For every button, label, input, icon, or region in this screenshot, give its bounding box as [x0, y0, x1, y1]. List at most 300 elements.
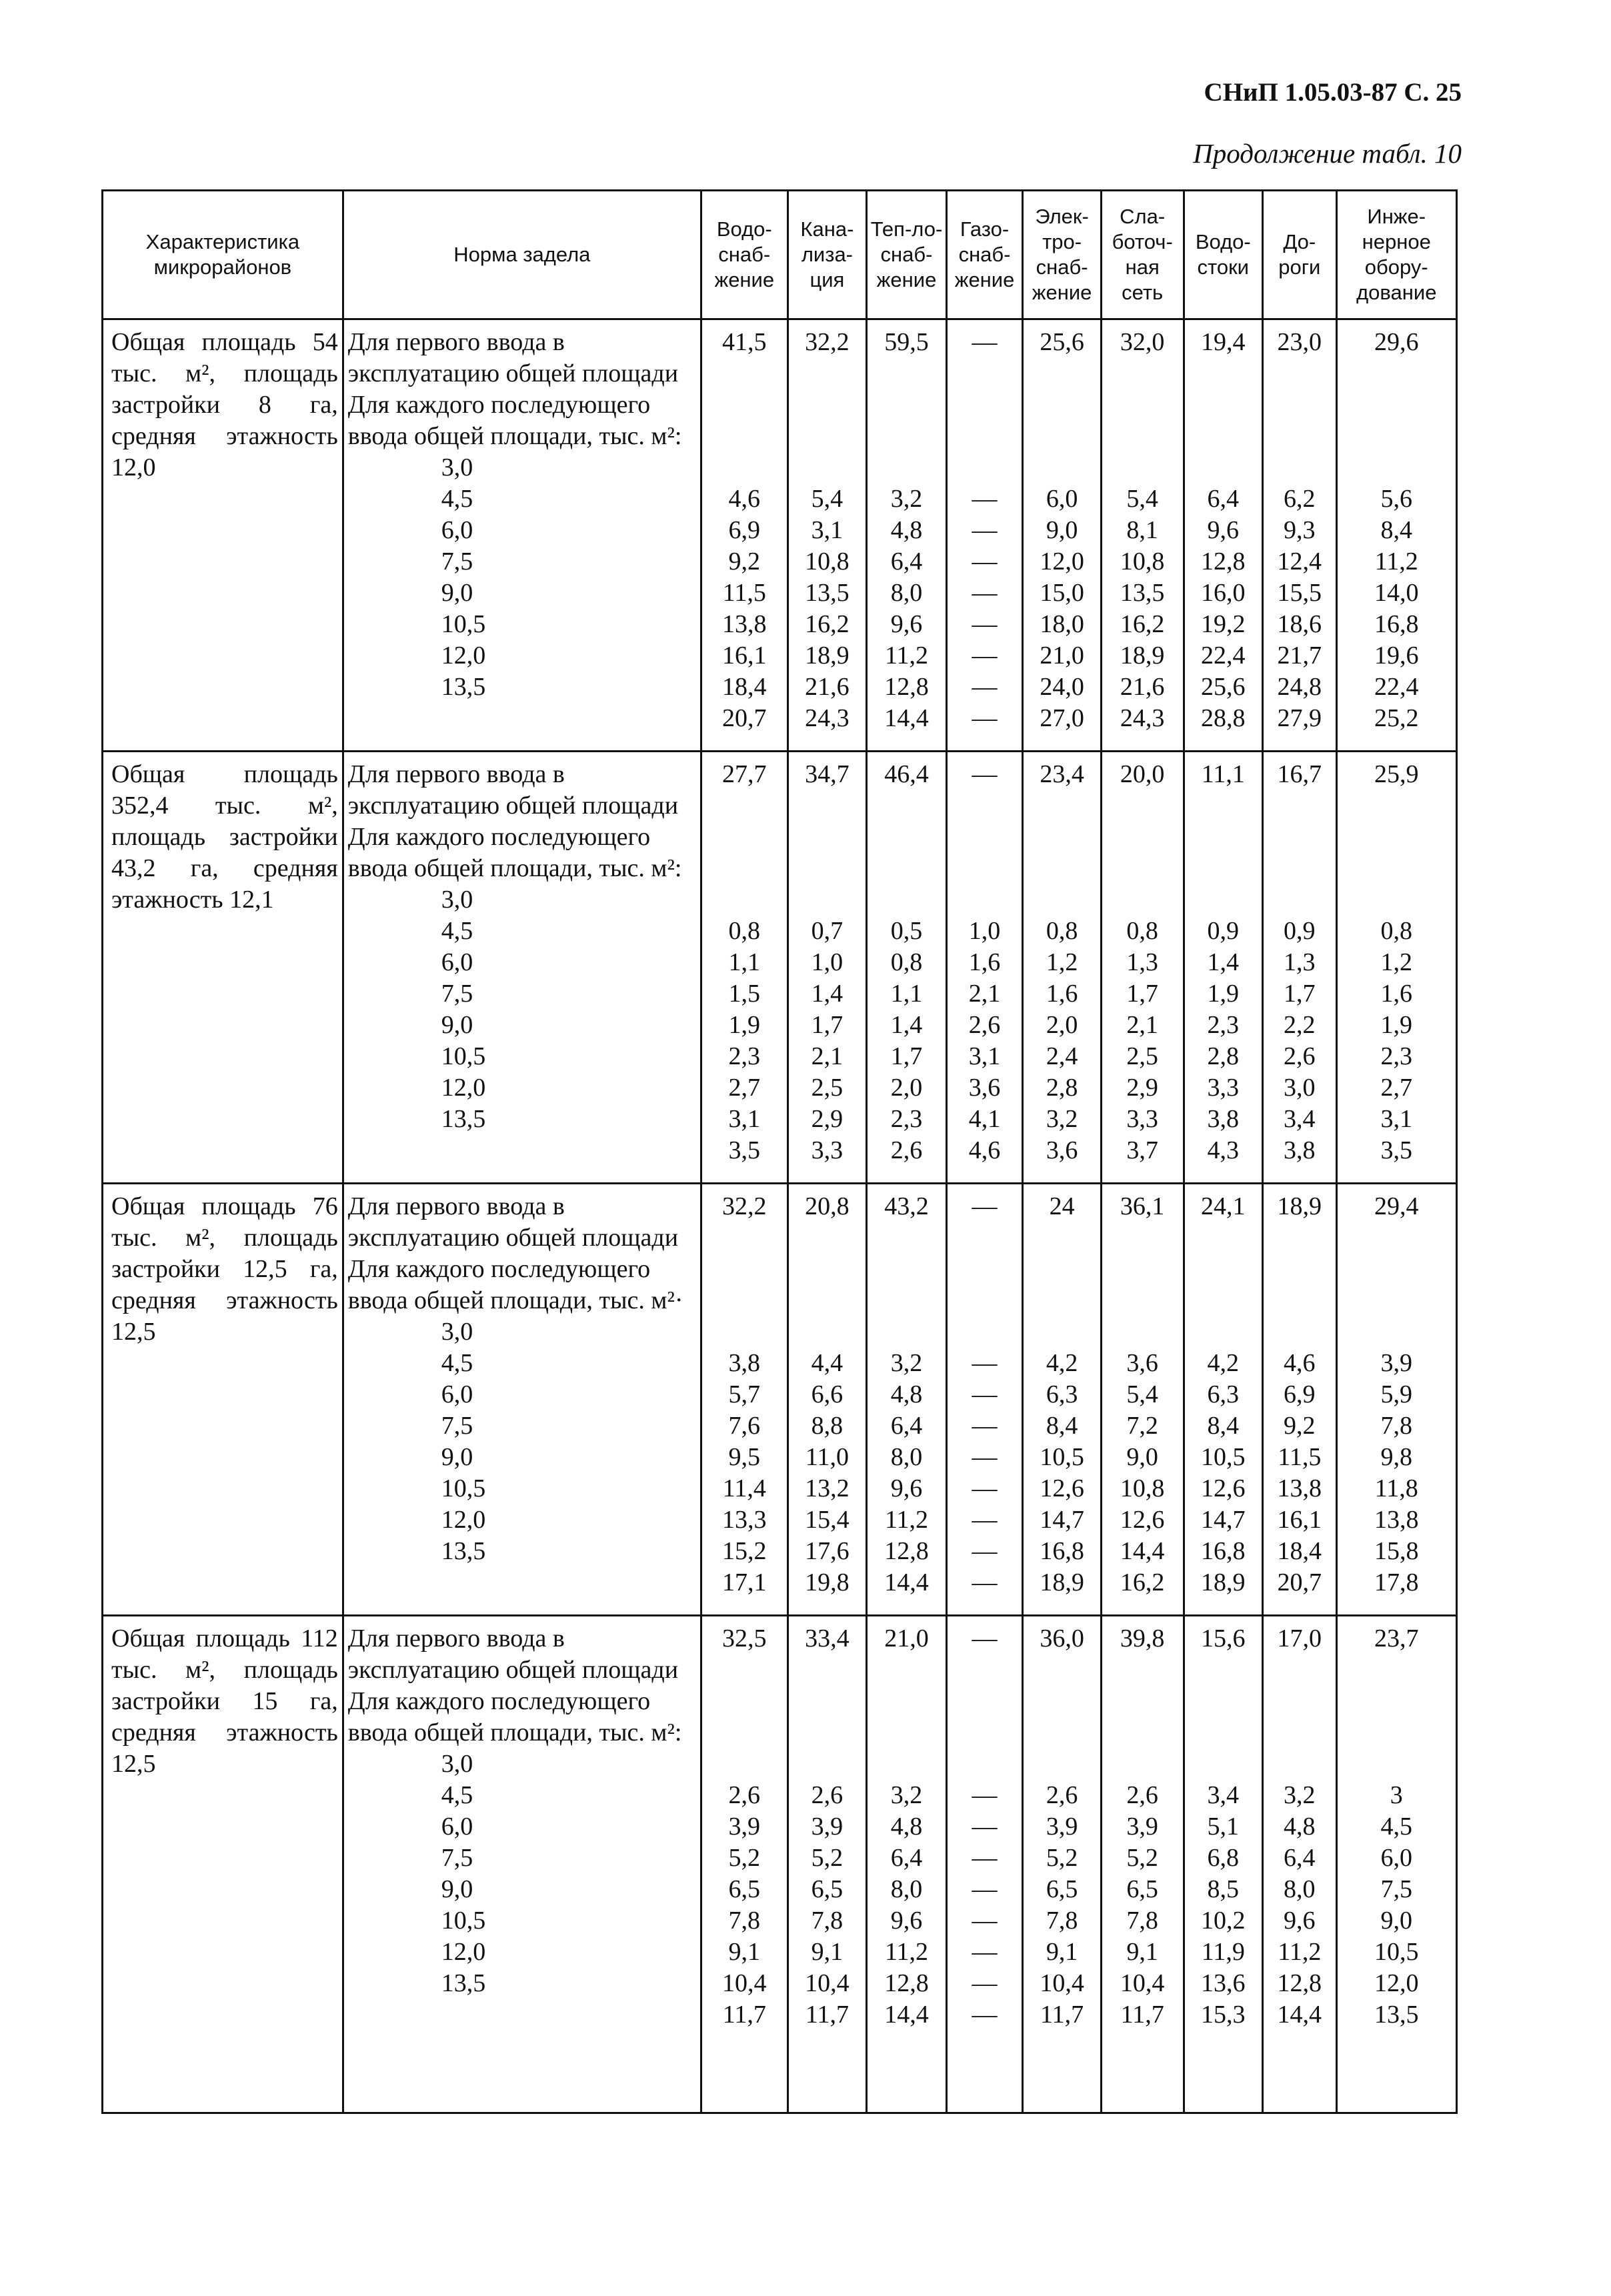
cell-spacer	[1102, 790, 1183, 916]
column-header: Элек-тро-снаб-жение	[1023, 191, 1102, 319]
first-input-value: 16,7	[1277, 760, 1322, 788]
value-cell	[701, 1616, 787, 2113]
first-input-value: 43,2	[884, 1192, 929, 1220]
increment-value: 13,5	[1374, 2001, 1419, 2029]
increment-value: 3,3	[1126, 1105, 1158, 1133]
first-input-value: 32,5	[722, 1624, 767, 1652]
increment-value: 2,6	[728, 1781, 761, 1809]
cell-spacer	[702, 790, 787, 916]
increment-value: 24,3	[1120, 704, 1165, 732]
increment-value: 8,8	[811, 1412, 844, 1440]
increment-value: 12,6	[1120, 1506, 1165, 1534]
characteristic-cell	[103, 1184, 343, 1616]
increment-value: 7,8	[1126, 1907, 1158, 1935]
increment-value: —	[972, 1813, 998, 1841]
increment-value: 5,4	[1126, 485, 1158, 513]
increment-value: 6,5	[1126, 1875, 1158, 1903]
area-value: 10,5	[441, 1474, 486, 1502]
first-input-value: 36,1	[1120, 1192, 1165, 1220]
increment-value: 2,1	[811, 1042, 844, 1070]
increment-value: 8,4	[1046, 1412, 1078, 1440]
group-row	[103, 1184, 1457, 1616]
increment-value: 6,3	[1207, 1380, 1240, 1408]
increment-value: 3,2	[1046, 1105, 1078, 1133]
increment-value: 13,8	[1277, 1474, 1322, 1502]
increment-value: 12,8	[1201, 547, 1246, 576]
area-value: 10,5	[441, 1907, 486, 1935]
increment-value: 1,0	[968, 917, 1001, 945]
increment-value: 10,5	[1201, 1443, 1246, 1471]
norms-table	[101, 189, 1458, 2114]
cell-spacer	[789, 1222, 866, 1348]
cell-spacer	[702, 1654, 787, 1780]
increment-value: 0,9	[1284, 917, 1316, 945]
increment-value: 3,9	[1046, 1813, 1078, 1841]
increment-value: 14,4	[1120, 1537, 1165, 1565]
increment-value: 3,9	[811, 1813, 844, 1841]
cell-spacer	[702, 1222, 787, 1348]
increment-value: 6,5	[811, 1875, 844, 1903]
increment-value: 12,6	[1040, 1474, 1084, 1502]
increment-value: 2,3	[1380, 1042, 1412, 1070]
increment-value: 2,0	[1046, 1011, 1078, 1039]
increment-value: 6,4	[890, 547, 923, 576]
increment-value: 12,0	[1040, 547, 1084, 576]
increment-value: 3,9	[728, 1813, 761, 1841]
increment-value: 6,8	[1207, 1844, 1240, 1872]
value-cell	[787, 319, 867, 752]
table-continuation-caption: Продолжение табл. 10	[1193, 138, 1462, 169]
increment-value: 10,4	[1040, 1969, 1084, 1997]
cell-spacer	[1102, 1654, 1183, 1780]
increment-value: 11,9	[1201, 1938, 1245, 1966]
increment-value: 3,2	[890, 1349, 923, 1377]
cell-spacer	[868, 358, 946, 483]
increment-value: —	[972, 1412, 998, 1440]
increment-value: 4,2	[1046, 1349, 1078, 1377]
increment-value: 6,9	[1284, 1380, 1316, 1408]
increment-value: 11,7	[722, 2001, 766, 2029]
increment-value: 10,4	[722, 1969, 767, 1997]
each-next-label: Для каждого последующего ввода общей площади, тыс. м²:	[347, 1687, 682, 1747]
increment-value: 20,7	[722, 704, 767, 732]
increment-value: 7,8	[1380, 1412, 1412, 1440]
increment-value: —	[972, 1938, 998, 1966]
increment-value: 14,0	[1374, 579, 1419, 607]
increment-value: 3,6	[1126, 1349, 1158, 1377]
increment-value: —	[972, 1781, 998, 1809]
characteristic-text: Общая площадь 54 тыс. м², площадь застройки 8 га, средняя этажность 12,0	[111, 328, 338, 481]
increment-value: 20,7	[1277, 1568, 1322, 1596]
norm-cell	[343, 1184, 701, 1616]
first-input-value: 23,7	[1374, 1624, 1419, 1652]
increment-value: 14,4	[884, 1568, 929, 1596]
value-cell	[1101, 752, 1184, 1184]
increment-value: —	[972, 1380, 998, 1408]
increment-value: 6,2	[1284, 485, 1316, 513]
increment-value: 1,2	[1046, 948, 1078, 976]
value-cell	[1184, 1616, 1263, 2113]
increment-value: 5,2	[1126, 1844, 1158, 1872]
increment-value: 6,0	[1380, 1844, 1412, 1872]
first-input-value: 21,0	[884, 1624, 929, 1652]
increment-value: 8,4	[1380, 516, 1412, 544]
first-input-label: Для первого ввода в эксплуатацию общей площади	[347, 1192, 679, 1252]
increment-value: 8,1	[1126, 516, 1158, 544]
first-input-value: 19,4	[1201, 328, 1246, 356]
increment-value: 2,6	[1126, 1781, 1158, 1809]
increment-value: 8,0	[890, 579, 923, 607]
first-input-value: 24	[1049, 1192, 1075, 1220]
area-value: 4,5	[441, 1781, 473, 1809]
area-value: 4,5	[441, 917, 473, 945]
increment-value: 1,7	[1126, 980, 1158, 1008]
first-input-value: —	[972, 1192, 998, 1220]
cell-spacer	[789, 1654, 866, 1780]
cell-spacer	[948, 358, 1022, 483]
value-cell	[701, 752, 787, 1184]
increment-value: 4,4	[811, 1349, 844, 1377]
cell-spacer	[789, 358, 866, 483]
group-row	[103, 319, 1457, 752]
increment-value: 13,2	[805, 1474, 850, 1502]
increment-value: 11,2	[1374, 547, 1418, 576]
increment-value: 5,2	[1046, 1844, 1078, 1872]
value-cell	[867, 1616, 947, 2113]
column-header: До-роги	[1263, 191, 1336, 319]
increment-value: 1,1	[890, 980, 923, 1008]
group-row	[103, 1616, 1457, 2113]
area-value: 12,0	[441, 642, 486, 670]
value-cell	[1184, 752, 1263, 1184]
value-cell	[1263, 1184, 1336, 1616]
increment-value: 2,9	[811, 1105, 844, 1133]
cell-spacer	[1102, 1222, 1183, 1348]
first-input-value: 33,4	[805, 1624, 850, 1652]
value-cell	[1023, 1616, 1102, 2113]
column-header: Кана-лиза-ция	[787, 191, 867, 319]
value-cell	[787, 1616, 867, 2113]
value-cell	[867, 319, 947, 752]
increment-value: 6,9	[728, 516, 761, 544]
increment-value: —	[972, 1474, 998, 1502]
column-header: Водо-снаб-жение	[701, 191, 787, 319]
increment-value: 16,0	[1201, 579, 1246, 607]
increment-value: 2,6	[968, 1011, 1001, 1039]
increment-value: 16,1	[1277, 1506, 1322, 1534]
increment-value: 3,2	[1284, 1781, 1316, 1809]
increment-value: 18,9	[1040, 1568, 1084, 1596]
increment-value: 10,5	[1374, 1938, 1419, 1966]
increment-value: 13,5	[1120, 579, 1165, 607]
increment-value: 3,0	[1284, 1074, 1316, 1102]
cell-spacer	[948, 1222, 1022, 1348]
increment-value: 10,5	[1040, 1443, 1084, 1471]
increment-value: 1,3	[1284, 948, 1316, 976]
increment-value: 11,7	[1120, 2001, 1164, 2029]
increment-value: 0,8	[1126, 917, 1158, 945]
value-cell	[1336, 319, 1456, 752]
column-header: Характеристика микрорайонов	[103, 191, 343, 319]
cell-spacer	[1264, 358, 1335, 483]
first-input-value: 36,0	[1040, 1624, 1084, 1652]
cell-spacer	[1338, 1654, 1456, 1780]
first-input-value: 32,0	[1120, 328, 1165, 356]
increment-value: —	[972, 1506, 998, 1534]
increment-value: 2,7	[1380, 1074, 1412, 1102]
increment-value: 15,2	[722, 1537, 767, 1565]
cell-spacer	[1024, 1222, 1100, 1348]
increment-value: 15,5	[1277, 579, 1322, 607]
table-header-row	[103, 191, 1457, 319]
increment-value: 24,3	[805, 704, 850, 732]
increment-value: 5,1	[1207, 1813, 1240, 1841]
increment-value: 3,4	[1284, 1105, 1316, 1133]
cell-spacer	[1338, 790, 1456, 916]
increment-value: —	[972, 1907, 998, 1935]
increment-value: 12,0	[1374, 1969, 1419, 1997]
value-cell	[946, 1616, 1023, 2113]
first-input-label: Для первого ввода в эксплуатацию общей площади	[347, 760, 679, 820]
increment-value: 15,4	[805, 1506, 850, 1534]
increment-value: 2,7	[728, 1074, 761, 1102]
area-value: 9,0	[441, 1443, 473, 1471]
increment-value: 4,3	[1207, 1136, 1240, 1164]
increment-value: 6,0	[1046, 485, 1078, 513]
value-cell	[946, 1184, 1023, 1616]
first-input-value: 17,0	[1277, 1624, 1322, 1652]
increment-value: 3,8	[1284, 1136, 1316, 1164]
increment-value: 2,6	[811, 1781, 844, 1809]
increment-value: 11,2	[884, 1938, 929, 1966]
column-header: Теп-ло-снаб-жение	[867, 191, 947, 319]
increment-value: 13,6	[1201, 1969, 1246, 1997]
increment-value: 11,7	[805, 2001, 849, 2029]
value-cell	[867, 1184, 947, 1616]
increment-value: 3,6	[1046, 1136, 1078, 1164]
increment-value: 11,2	[884, 642, 929, 670]
cell-spacer	[948, 790, 1022, 916]
increment-value: 18,9	[1201, 1568, 1246, 1596]
increment-value: 9,0	[1380, 1907, 1412, 1935]
increment-value: 2,5	[811, 1074, 844, 1102]
increment-value: 7,8	[811, 1907, 844, 1935]
cell-spacer	[1185, 1654, 1262, 1780]
increment-value: 18,9	[1120, 642, 1165, 670]
characteristic-text: Общая площадь 352,4 тыс. м², площадь застройки 43,2 га, средняя этажность 12,1	[111, 760, 338, 914]
increment-value: 18,9	[805, 642, 850, 670]
increment-value: 11,5	[722, 579, 766, 607]
increment-value: 5,2	[728, 1844, 761, 1872]
increment-value: —	[972, 1875, 998, 1903]
increment-value: 7,8	[728, 1907, 761, 1935]
increment-value: —	[972, 1349, 998, 1377]
increment-value: 9,1	[728, 1938, 761, 1966]
increment-value: 5,7	[728, 1380, 761, 1408]
increment-value: 5,9	[1380, 1380, 1412, 1408]
increment-value: 12,8	[1277, 1969, 1322, 1997]
increment-value: 3,9	[1126, 1813, 1158, 1841]
value-cell	[1101, 1184, 1184, 1616]
each-next-label: Для каждого последующего ввода общей площади, тыс. м²:	[347, 391, 682, 450]
increment-value: 1,9	[1380, 1011, 1412, 1039]
increment-value: 11,8	[1374, 1474, 1418, 1502]
increment-value: 9,6	[890, 610, 923, 638]
increment-value: 22,4	[1374, 673, 1419, 701]
increment-value: 9,8	[1380, 1443, 1412, 1471]
cell-spacer	[702, 358, 787, 483]
increment-value: —	[972, 1844, 998, 1872]
increment-value: 6,6	[811, 1380, 844, 1408]
increment-value: 11,5	[1278, 1443, 1322, 1471]
increment-value: 8,4	[1207, 1412, 1240, 1440]
first-input-label: Для первого ввода в эксплуатацию общей площади	[347, 1624, 679, 1684]
area-value: 12,0	[441, 1074, 486, 1102]
cell-spacer	[789, 790, 866, 916]
increment-value: 1,1	[728, 948, 761, 976]
increment-value: 24,0	[1040, 673, 1084, 701]
increment-value: —	[972, 1537, 998, 1565]
increment-value: 10,8	[1120, 1474, 1165, 1502]
increment-value: 27,0	[1040, 704, 1084, 732]
increment-value: 3,3	[1207, 1074, 1240, 1102]
first-input-value: 32,2	[805, 328, 850, 356]
increment-value: 3,1	[1380, 1105, 1412, 1133]
increment-value: 0,7	[811, 917, 844, 945]
increment-value: —	[972, 516, 998, 544]
value-cell	[1101, 319, 1184, 752]
area-value: 6,0	[441, 516, 473, 544]
first-input-value: 59,5	[884, 328, 929, 356]
value-cell	[1023, 1184, 1102, 1616]
first-input-value: 34,7	[805, 760, 850, 788]
first-input-value: 29,6	[1374, 328, 1419, 356]
increment-value: 1,0	[811, 948, 844, 976]
increment-value: 2,6	[1046, 1781, 1078, 1809]
first-input-value: 32,2	[722, 1192, 767, 1220]
increment-value: 14,4	[1277, 2001, 1322, 2029]
increment-value: —	[972, 673, 998, 701]
area-value: 7,5	[441, 1844, 473, 1872]
increment-value: 0,8	[728, 917, 761, 945]
area-value: 10,5	[441, 610, 486, 638]
increment-value: 9,5	[728, 1443, 761, 1471]
increment-value: 9,6	[1207, 516, 1240, 544]
increment-value: —	[972, 485, 998, 513]
increment-value: 19,8	[805, 1568, 850, 1596]
cell-spacer	[1024, 1654, 1100, 1780]
cell-spacer	[1264, 790, 1335, 916]
area-value: 4,5	[441, 1349, 473, 1377]
value-cell	[701, 1184, 787, 1616]
increment-value: 4,6	[968, 1136, 1001, 1164]
increment-value: 15,8	[1374, 1537, 1419, 1565]
increment-value: 28,8	[1201, 704, 1246, 732]
first-input-value: 25,9	[1374, 760, 1419, 788]
characteristic-text: Общая площадь 76 тыс. м², площадь застройки 12,5 га, средняя этажность 12,5	[111, 1192, 338, 1346]
area-value: 12,0	[441, 1506, 486, 1534]
column-header: Норма задела	[343, 191, 701, 319]
increment-value: 10,2	[1201, 1907, 1246, 1935]
increment-value: 3,9	[1380, 1349, 1412, 1377]
increment-value: 2,2	[1284, 1011, 1316, 1039]
increment-value: 4,6	[1284, 1349, 1316, 1377]
increment-value: 3,1	[968, 1042, 1001, 1070]
increment-value: 16,2	[805, 610, 850, 638]
increment-value: 9,3	[1284, 516, 1316, 544]
increment-value: 0,8	[1046, 917, 1078, 945]
value-cell	[946, 752, 1023, 1184]
increment-value: 0,9	[1207, 917, 1240, 945]
increment-value: 3,2	[890, 485, 923, 513]
first-input-value: —	[972, 328, 998, 356]
column-header: Инже-нерное обору-дование	[1336, 191, 1456, 319]
increment-value: 2,0	[890, 1074, 923, 1102]
increment-value: 0,8	[890, 948, 923, 976]
cell-spacer	[1264, 1654, 1335, 1780]
cell-spacer	[1264, 1222, 1335, 1348]
first-input-value: 39,8	[1120, 1624, 1165, 1652]
increment-value: 9,0	[1126, 1443, 1158, 1471]
each-next-label: Для каждого последующего ввода общей площади, тыс. м²:	[347, 823, 682, 882]
area-value: 13,5	[441, 1969, 486, 1997]
increment-value: 14,7	[1201, 1506, 1246, 1534]
increment-value: 4,8	[890, 1380, 923, 1408]
increment-value: 24,8	[1277, 673, 1322, 701]
value-cell	[1336, 1184, 1456, 1616]
area-value: 3,0	[441, 1750, 473, 1778]
increment-value: 6,4	[1207, 485, 1240, 513]
increment-value: 5,6	[1380, 485, 1412, 513]
increment-value: 25,2	[1374, 704, 1419, 732]
cell-spacer	[948, 1654, 1022, 1780]
increment-value: 14,4	[884, 704, 929, 732]
increment-value: 21,7	[1277, 642, 1322, 670]
increment-value: 19,6	[1374, 642, 1419, 670]
increment-value: 1,9	[1207, 980, 1240, 1008]
increment-value: 2,6	[890, 1136, 923, 1164]
increment-value: 0,8	[1380, 917, 1412, 945]
increment-value: 18,4	[1277, 1537, 1322, 1565]
first-input-value: 29,4	[1374, 1192, 1419, 1220]
value-cell	[867, 752, 947, 1184]
increment-value: 9,6	[890, 1474, 923, 1502]
increment-value: 21,6	[805, 673, 850, 701]
increment-value: 3,1	[811, 516, 844, 544]
value-cell	[1023, 752, 1102, 1184]
value-cell	[1101, 1616, 1184, 2113]
increment-value: 9,0	[1046, 516, 1078, 544]
increment-value: 13,3	[722, 1506, 767, 1534]
increment-value: 12,8	[884, 1537, 929, 1565]
increment-value: 11,2	[884, 1506, 929, 1534]
value-cell	[1184, 1184, 1263, 1616]
increment-value: 13,8	[1374, 1506, 1419, 1534]
increment-value: 3,7	[1126, 1136, 1158, 1164]
first-input-value: 23,0	[1277, 328, 1322, 356]
increment-value: 16,2	[1120, 610, 1165, 638]
increment-value: 10,4	[805, 1969, 850, 1997]
first-input-value: 25,6	[1040, 328, 1084, 356]
increment-value: —	[972, 1969, 998, 1997]
increment-value: 1,7	[1284, 980, 1316, 1008]
increment-value: 9,1	[1126, 1938, 1158, 1966]
increment-value: 12,4	[1277, 547, 1322, 576]
increment-value: 5,2	[811, 1844, 844, 1872]
increment-value: 1,7	[811, 1011, 844, 1039]
area-value: 3,0	[441, 453, 473, 481]
increment-value: 2,1	[1126, 1011, 1158, 1039]
